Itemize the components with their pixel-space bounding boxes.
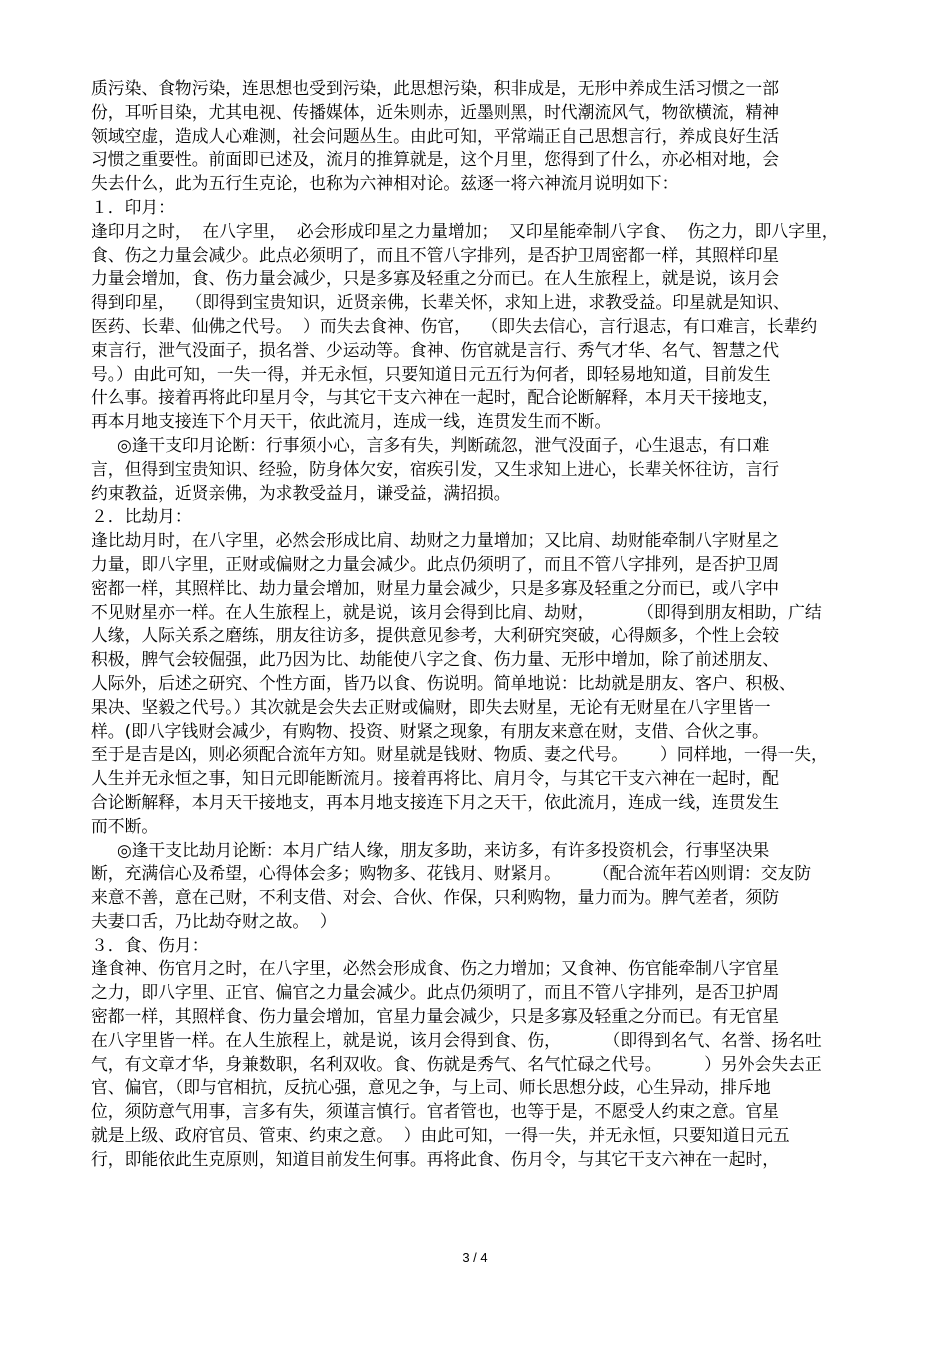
- text-line: 约束教益，近贤亲佛，为求教受益月，谦受益，满招损。: [91, 482, 511, 503]
- text-line: 官、偏官，（即与官相抗，反抗心强，意见之争，与上司、师长思想分歧，心生异动，排斥地: [91, 1077, 771, 1098]
- text-line: 人际外，后述之研究、个性方面，皆乃以食、伤说明。简单地说：比劫就是朋友、客户、积极、: [91, 672, 796, 693]
- text-line: ◎逢干支比劫月论断：本月广结人缘，朋友多助，来访多，有许多投资机会，行事坚决果: [117, 839, 770, 860]
- text-line: 逢比劫月时，在八字里，必然会形成比肩、劫财之力量增加；又比肩、劫财能牵制八字财星之: [91, 530, 780, 551]
- text-line: 密都一样，其照样食、伤力量会增加，官星力量会减少，只是多寡及轻重之分而已。有无官星: [91, 1006, 780, 1027]
- text-line: 而不断。: [91, 815, 159, 836]
- text-line: 言，但得到宝贵知识、经验，防身体欠安，宿疾引发，又生求知上进心，长辈关怀往访，言行: [91, 458, 780, 479]
- text-line: 夫妻口舌，乃比劫夺财之故。 ）: [91, 910, 337, 931]
- page-number: 3 / 4: [462, 1250, 488, 1265]
- section-heading-1: １．印月：: [91, 196, 175, 217]
- section-heading-2: ２．比劫月：: [91, 506, 192, 527]
- text-line: 习惯之重要性。前面即已述及，流月的推算就是，这个月里，您得到了什么，亦必相对地，会: [91, 149, 780, 170]
- text-line: 之力，即八字里、正官、偏官之力量会减少。此点仍须明了，而且不管八字排列，是否卫护周: [91, 982, 780, 1003]
- text-line: 力量会增加，食、伤力量会减少，只是多寡及轻重之分而已。在人生旅程上，就是说，该月会: [91, 268, 780, 289]
- section-heading-3: ３．食、伤月：: [91, 934, 209, 955]
- body-text: [91, 77, 871, 1172]
- text-line: 至于是吉是凶，则必须配合流年方知。财星就是钱财、物质、妻之代号。 ）同样地，一得一失，: [91, 744, 828, 765]
- text-line: 领域空虚，造成人心难测，社会问题丛生。由此可知，平常端正自己思想言行，养成良好生活: [91, 125, 780, 146]
- text-line: 人生并无永恒之事，知日元即能断流月。接着再将比、肩月令，与其它干支六神在一起时，配: [91, 768, 780, 789]
- text-line: 位，须防意气用事，言多有失，须谨言慎行。官者管也，也等于是，不愿受人约束之意。官星: [91, 1101, 780, 1122]
- text-line: 气，有文章才华，身兼数职，名利双收。食、伤就是秀气、名气忙碌之代号。 ）另外会失去正: [91, 1053, 822, 1074]
- text-line: 在八字里皆一样。在人生旅程上，就是说，该月会得到食、伤， （即得到名气、名誉、扬名吐: [91, 1029, 822, 1050]
- text-line: 人缘，人际关系之磨练，朋友往访多，提供意见参考，大利研究突破，心得颇多，个性上会较: [91, 625, 780, 646]
- text-line: 力量，即八字里，正财或偏财之力量会减少。此点仍须明了，而且不管八字排列，是否护卫周: [91, 553, 780, 574]
- text-line: 号。）由此可知，一失一得，并无永恒，只要知道日元五行为何者，即轻易地知道，目前发生: [91, 363, 771, 384]
- text-line: 不见财星亦一样。在人生旅程上，就是说，该月会得到比肩、劫财， （即得到朋友相助，广结: [91, 601, 822, 622]
- text-line: 合论断解释，本月天干接地支，再本月地支接连下月之天干，依此流月，连成一线，连贯发生: [91, 791, 780, 812]
- text-line: 样。(即八字钱财会减少，有购物、投资、财紧之现象，有朋友来意在财，支借、合伙之事。: [91, 720, 769, 741]
- text-line: 密都一样，其照样比、劫力量会增加，财星力量会减少，只是多寡及轻重之分而已，或八字中: [91, 577, 780, 598]
- text-line: 来意不善，意在己财，不利支借、对会、合伙、作保，只利购物，量力而为。脾气差者，须防: [91, 887, 780, 908]
- text-line: 质污染、食物污染，连思想也受到污染，此思想污染，积非成是，无形中养成生活习惯之一部: [91, 78, 780, 98]
- text-line: 逢食神、伤官月之时，在八字里，必然会形成食、伤之力增加；又食神、伤官能牵制八字官星: [91, 958, 780, 979]
- text-line: 份，耳听目染，尤其电视、传播媒体，近朱则赤，近墨则黑，时代潮流风气，物欲横流，精神: [91, 101, 780, 122]
- text-line: 行，即能依此生克原则，知道目前发生何事。再将此食、伤月令，与其它干支六神在一起时，: [91, 1148, 780, 1169]
- text-line: 食、伤之力量会减少。此点必须明了，而且不管八字排列，是否护卫周密都一样，其照样印星: [91, 244, 780, 265]
- text-line: 什么事。接着再将此印星月令，与其它干支六神在一起时，配合论断解释，本月天干接地支，: [91, 387, 780, 408]
- text-line: 失去什么，此为五行生克论，也称为六神相对论。兹逐一将六神流月说明如下：: [91, 173, 679, 194]
- text-line: 医药、长辈、仙佛之代号。 ）而失去食神、伤官， （即失去信心，言行退志，有口难言，长辈约: [91, 315, 818, 336]
- text-line: 果决、坚毅之代号。）其次就是会失去正财或偏财，即失去财星，无论有无财星在八字里皆一: [91, 696, 771, 717]
- text-line: 得到印星， （即得到宝贵知识，近贤亲佛，长辈关怀，求知上进，求教受益。印星就是知识、: [91, 292, 790, 313]
- text-line: ◎逢干支印月论断：行事须小心，言多有失，判断疏忽，泄气没面子，心生退志，有口难: [117, 434, 770, 455]
- text-line: 就是上级、政府官员、管束、约束之意。 ）由此可知，一得一失，并无永恒，只要知道日元五: [91, 1125, 790, 1146]
- text-line: 再本月地支接连下个月天干，依此流月，连成一线，连贯发生而不断。: [91, 411, 612, 432]
- text-line: 积极，脾气会较倔强，此乃因为比、劫能使八字之食、伤力量、无形中增加，除了前述朋友、: [91, 649, 780, 670]
- text-line: 逢印月之时， 在八字里， 必会形成印星之力量增加； 又印星能牵制八字食、 伤之力，即八字里，: [91, 220, 839, 241]
- text-line: 断，充满信心及希望，心得体会多；购物多、花钱月、财紧月。 （配合流年若凶则谓：交友防: [91, 863, 812, 884]
- text-line: 束言行，泄气没面子，损名誉、少运动等。食神、伤官就是言行、秀气才华、名气、智慧之代: [91, 339, 780, 360]
